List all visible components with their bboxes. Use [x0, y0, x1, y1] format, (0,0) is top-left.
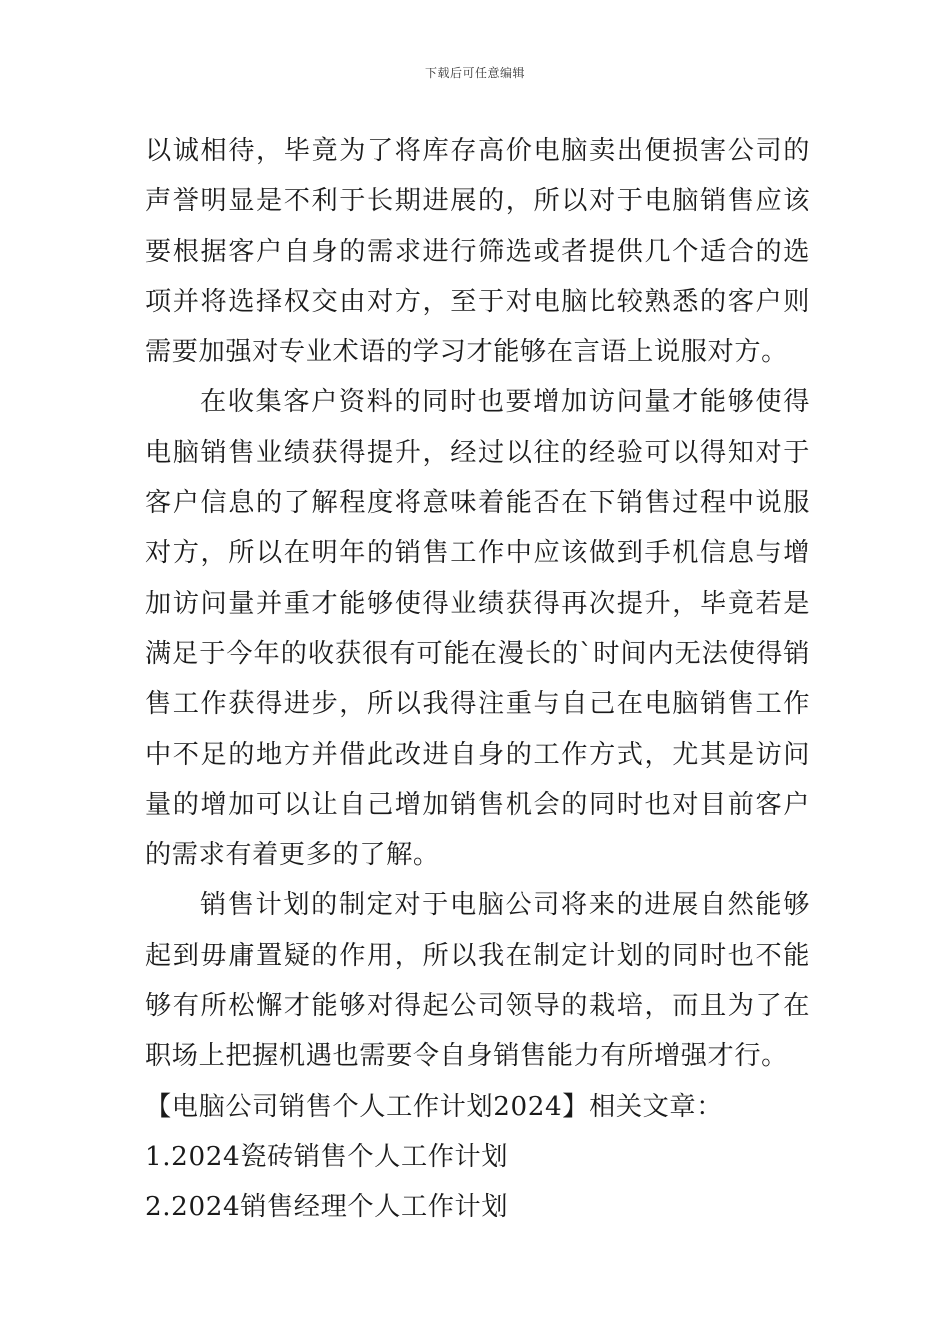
- related-article-link-1[interactable]: 1.2024瓷砖销售个人工作计划: [145, 1141, 509, 1172]
- paragraph-customer-visits: 在收集客户资料的同时也要增加访问量才能够使得电脑销售业绩获得提升，经过以往的经验可以得知对于客户信息的了解程度将意味着能否在下销售过程中说服对方，所以在明年的销售工作中应该做到手机信息与增加访问量并重才能够使得业绩获得再次提升，毕竟若是满足于今年的收获很有可能在漫长的`时间内无法使得销售工作获得进步，所以我得注重与自己在电脑销售工作中不足的地方并借此改进自身的工作方式，尤其是访问量的增加可以让自己增加销售机会的同时也对目前客户的需求有着更多的了解。: [145, 387, 810, 871]
- paragraph-sales-plan: 销售计划的制定对于电脑公司将来的进展自然能够起到毋庸置疑的作用，所以我在制定计划的同时也不能够有所松懈才能够对得起公司领导的栽培，而且为了在职场上把握机遇也需要令自身销售能力有所增强才行。: [145, 890, 810, 1072]
- related-articles-heading: 【电脑公司销售个人工作计划2024】相关文章：: [145, 1091, 724, 1122]
- page-header: 下载后可任意编辑: [424, 66, 525, 80]
- document-body: [145, 126, 810, 1233]
- paragraph-continuation: 以诚相待，毕竟为了将库存高价电脑卖出便损害公司的声誉明显是不利于长期进展的，所以对于电脑销售应该要根据客户自身的需求进行筛选或者提供几个适合的选项并将选择权交由对方，至于对电脑比较熟悉的客户则需要加强对专业术语的学习才能够在言语上说服对方。: [145, 136, 810, 368]
- related-article-link-2[interactable]: 2.2024销售经理个人工作计划: [145, 1192, 509, 1223]
